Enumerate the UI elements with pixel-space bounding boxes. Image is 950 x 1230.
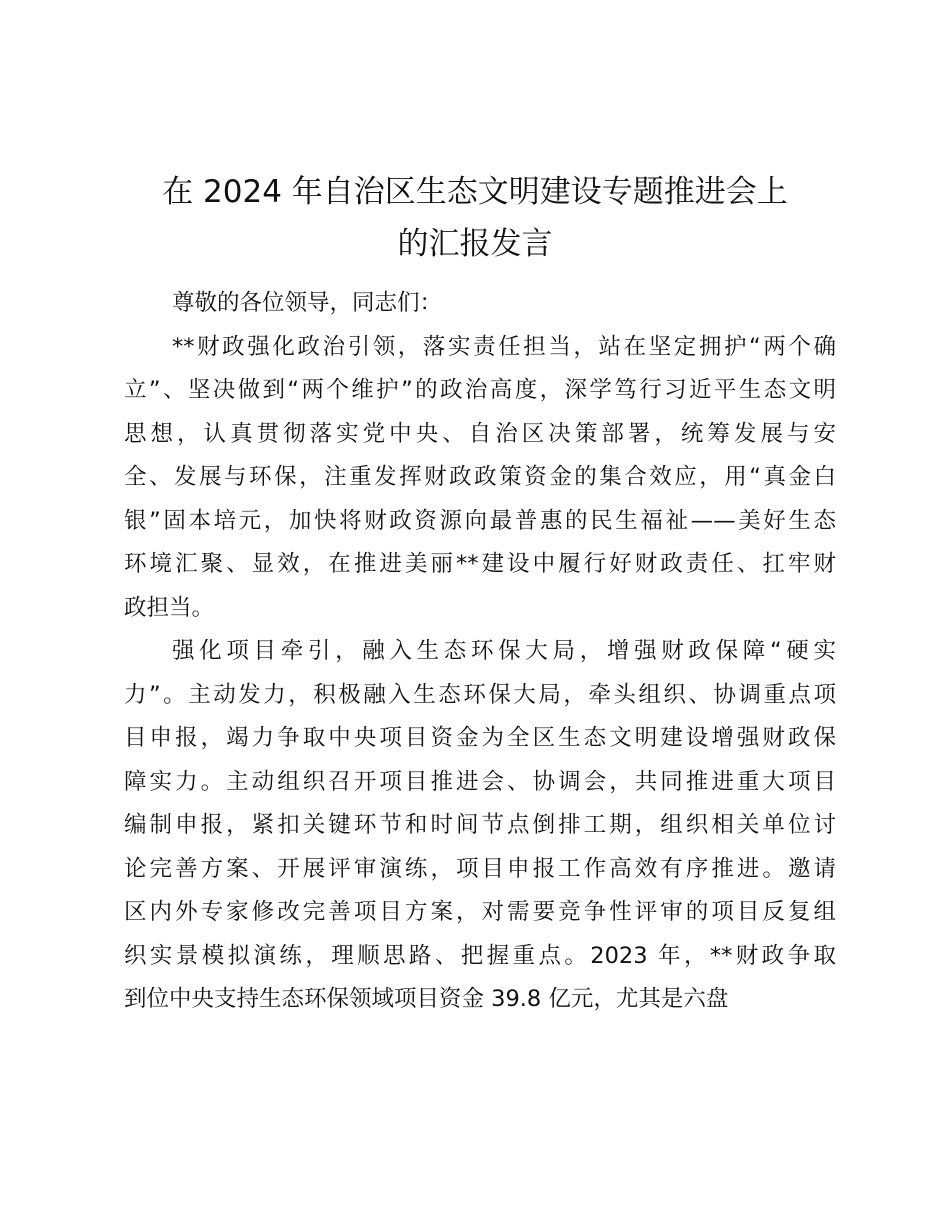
- title-line-2: 的汇报发言: [397, 226, 553, 262]
- paragraph-1-line: 政担当。: [124, 594, 215, 621]
- title-line-1: 在 2024 年自治区生态文明建设专题推进会上: [162, 174, 788, 210]
- paragraph-2-line: 编制申报，紧扣关键环节和时间节点倒排工期，组织相关单位讨: [124, 812, 836, 838]
- document-body: [124, 282, 836, 1022]
- paragraph-2-line: 到位中央支持生态环保领域项目资金 39.8 亿元，尤其是六盘: [124, 986, 729, 1012]
- paragraph-2-line: 区内外专家修改完善项目方案，对需要竞争性评审的项目反复组: [124, 899, 836, 925]
- paragraph-2-line: 目申报，竭力争取中央项目资金为全区生态文明建设增强财政保: [124, 725, 836, 751]
- paragraph-2-line: 障实力。主动组织召开项目推进会、协调会，共同推进重大项目: [124, 768, 836, 795]
- paragraph-2-line: 论完善方案、开展评审演练，项目申报工作高效有序推进。邀请: [124, 855, 836, 882]
- document-title: [110, 166, 840, 270]
- salutation: 尊敬的各位领导，同志们：: [172, 290, 443, 316]
- paragraph-1-line: 银”固本培元，加快将财政资源向最普惠的民生福祉——美好生态: [124, 507, 836, 534]
- paragraph-1-line: 全、发展与环保，注重发挥财政政策资金的集合效应，用“真金白: [124, 464, 836, 490]
- paragraph-1-line: **财政强化政治引领，落实责任担当，站在坚定拥护“两个确: [172, 333, 836, 360]
- paragraph-1-line: 思想，认真贯彻落实党中央、自治区决策部署，统筹发展与安: [124, 420, 836, 447]
- paragraph-1: [124, 326, 836, 631]
- paragraph-2: [124, 630, 836, 1022]
- paragraph-2-line: 强化项目牵引，融入生态环保大局，增强财政保障“硬实: [172, 638, 836, 664]
- paragraph-1-line: 环境汇聚、显效，在推进美丽**建设中履行好财政责任、扛牢财: [124, 551, 836, 577]
- paragraph-2-line: 织实景模拟演练，理顺思路、把握重点。2023 年，**财政争取: [124, 942, 836, 969]
- paragraph-2-line: 力”。主动发力，积极融入生态环保大局，牵头组织、协调重点项: [124, 681, 836, 708]
- paragraph-1-line: 立”、坚决做到“两个维护”的政治高度，深学笃行习近平生态文明: [124, 377, 836, 403]
